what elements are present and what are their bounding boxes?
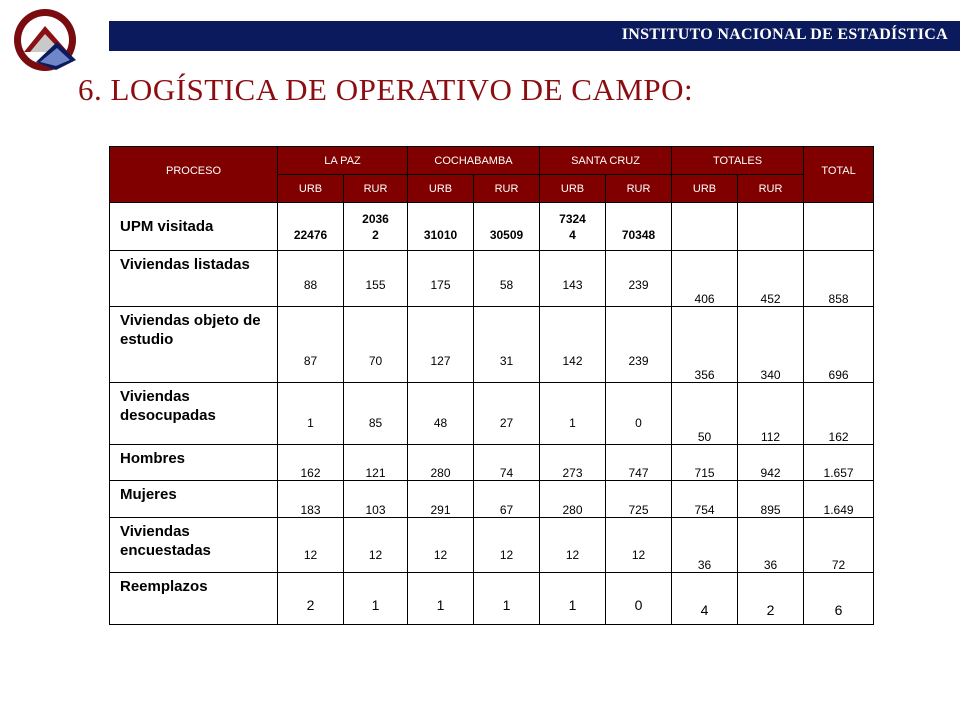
table-cell: 895 (738, 481, 804, 518)
table-cell: 50 (672, 383, 738, 445)
group-header-row (110, 147, 874, 175)
table-cell: 0 (606, 573, 672, 625)
table-cell: 112 (738, 383, 804, 445)
subheader-cell: URB (278, 175, 344, 203)
table-cell: 696 (804, 307, 874, 383)
table-cell: 127 (408, 307, 474, 383)
table-cell: 12 (474, 518, 540, 573)
table-cell: 183 (278, 481, 344, 518)
table-cell: 72 (804, 518, 874, 573)
table-row (110, 445, 874, 481)
logistics-table (109, 146, 874, 625)
table-cell: 58 (474, 251, 540, 307)
institute-name: INSTITUTO NACIONAL DE ESTADÍSTICA (621, 26, 948, 43)
table-row (110, 383, 874, 445)
table-cell: 1 (408, 573, 474, 625)
table-cell: 1 (474, 573, 540, 625)
table-cell: 27 (474, 383, 540, 445)
table-cell: 12 (540, 518, 606, 573)
table-cell: 12 (606, 518, 672, 573)
table-row (110, 481, 874, 518)
ine-logo (10, 4, 80, 74)
table-cell: 162 (804, 383, 874, 445)
group-header-totales: TOTALES (672, 147, 804, 175)
row-label: Viviendas listadas (110, 251, 278, 307)
group-header-santa-cruz: SANTA CRUZ (540, 147, 672, 175)
row-label: Viviendas encuestadas (110, 518, 278, 573)
table-cell: 36 (672, 518, 738, 573)
table-row (110, 203, 874, 251)
table-cell: 85 (344, 383, 408, 445)
table-cell: 121 (344, 445, 408, 481)
table-cell: 747 (606, 445, 672, 481)
table-cell (804, 203, 874, 251)
page-title: 6. LOGÍSTICA DE OPERATIVO DE CAMPO: (78, 72, 694, 107)
subheader-cell: RUR (474, 175, 540, 203)
table-cell: 74 (474, 445, 540, 481)
table-row (110, 251, 874, 307)
table-cell: 48 (408, 383, 474, 445)
table-cell: 162 (278, 445, 344, 481)
table-cell: 239 (606, 251, 672, 307)
row-label: UPM visitada (110, 203, 278, 251)
table-cell: 87 (278, 307, 344, 383)
table-cell: 103 (344, 481, 408, 518)
table-cell: 36 (738, 518, 804, 573)
row-label: Hombres (110, 445, 278, 481)
table-cell: 1 (344, 573, 408, 625)
table-cell: 73244 (540, 203, 606, 251)
table-cell: 239 (606, 307, 672, 383)
table-cell: 340 (738, 307, 804, 383)
table-cell: 67 (474, 481, 540, 518)
table-cell: 715 (672, 445, 738, 481)
subheader-cell: RUR (344, 175, 408, 203)
table-cell: 22476 (278, 203, 344, 251)
subheader-cell: RUR (606, 175, 672, 203)
table-cell: 143 (540, 251, 606, 307)
table-cell: 280 (540, 481, 606, 518)
table-cell: 356 (672, 307, 738, 383)
table-cell: 4 (672, 573, 738, 625)
table-cell: 2 (278, 573, 344, 625)
table-cell (672, 203, 738, 251)
table-cell: 273 (540, 445, 606, 481)
table-cell: 12 (278, 518, 344, 573)
subheader-cell: URB (540, 175, 606, 203)
table-cell: 30509 (474, 203, 540, 251)
table-cell: 725 (606, 481, 672, 518)
table-cell: 1.649 (804, 481, 874, 518)
row-label: Mujeres (110, 481, 278, 518)
table-cell: 70348 (606, 203, 672, 251)
table-cell: 70 (344, 307, 408, 383)
table-cell: 1 (278, 383, 344, 445)
table-cell: 406 (672, 251, 738, 307)
table-cell: 88 (278, 251, 344, 307)
subheader-cell: RUR (738, 175, 804, 203)
table-cell: 1 (540, 573, 606, 625)
table-row (110, 518, 874, 573)
table-cell: 0 (606, 383, 672, 445)
table-cell: 452 (738, 251, 804, 307)
header-bar (109, 21, 960, 51)
table-cell: 12 (408, 518, 474, 573)
table-cell (738, 203, 804, 251)
subheader-cell: URB (408, 175, 474, 203)
table-row (110, 307, 874, 383)
table-cell: 2 (738, 573, 804, 625)
table-cell: 142 (540, 307, 606, 383)
table-row (110, 573, 874, 625)
table-cell: 175 (408, 251, 474, 307)
table-cell: 31010 (408, 203, 474, 251)
table-cell: 754 (672, 481, 738, 518)
table-cell: 1.657 (804, 445, 874, 481)
group-header-la-paz: LA PAZ (278, 147, 408, 175)
table-cell: 31 (474, 307, 540, 383)
subheader-cell: URB (672, 175, 738, 203)
table-cell: 20362 (344, 203, 408, 251)
group-header-cochabamba: COCHABAMBA (408, 147, 540, 175)
row-label: Reemplazos (110, 573, 278, 625)
table-cell: 6 (804, 573, 874, 625)
table-cell: 291 (408, 481, 474, 518)
table-cell: 1 (540, 383, 606, 445)
table-cell: 280 (408, 445, 474, 481)
row-label: Viviendas desocupadas (110, 383, 278, 445)
table-cell: 155 (344, 251, 408, 307)
table-cell: 12 (344, 518, 408, 573)
column-header-proceso: PROCESO (110, 147, 278, 203)
table-cell: 942 (738, 445, 804, 481)
row-label: Viviendas objeto de estudio (110, 307, 278, 383)
column-header-total: TOTAL (804, 147, 874, 203)
table-cell: 858 (804, 251, 874, 307)
